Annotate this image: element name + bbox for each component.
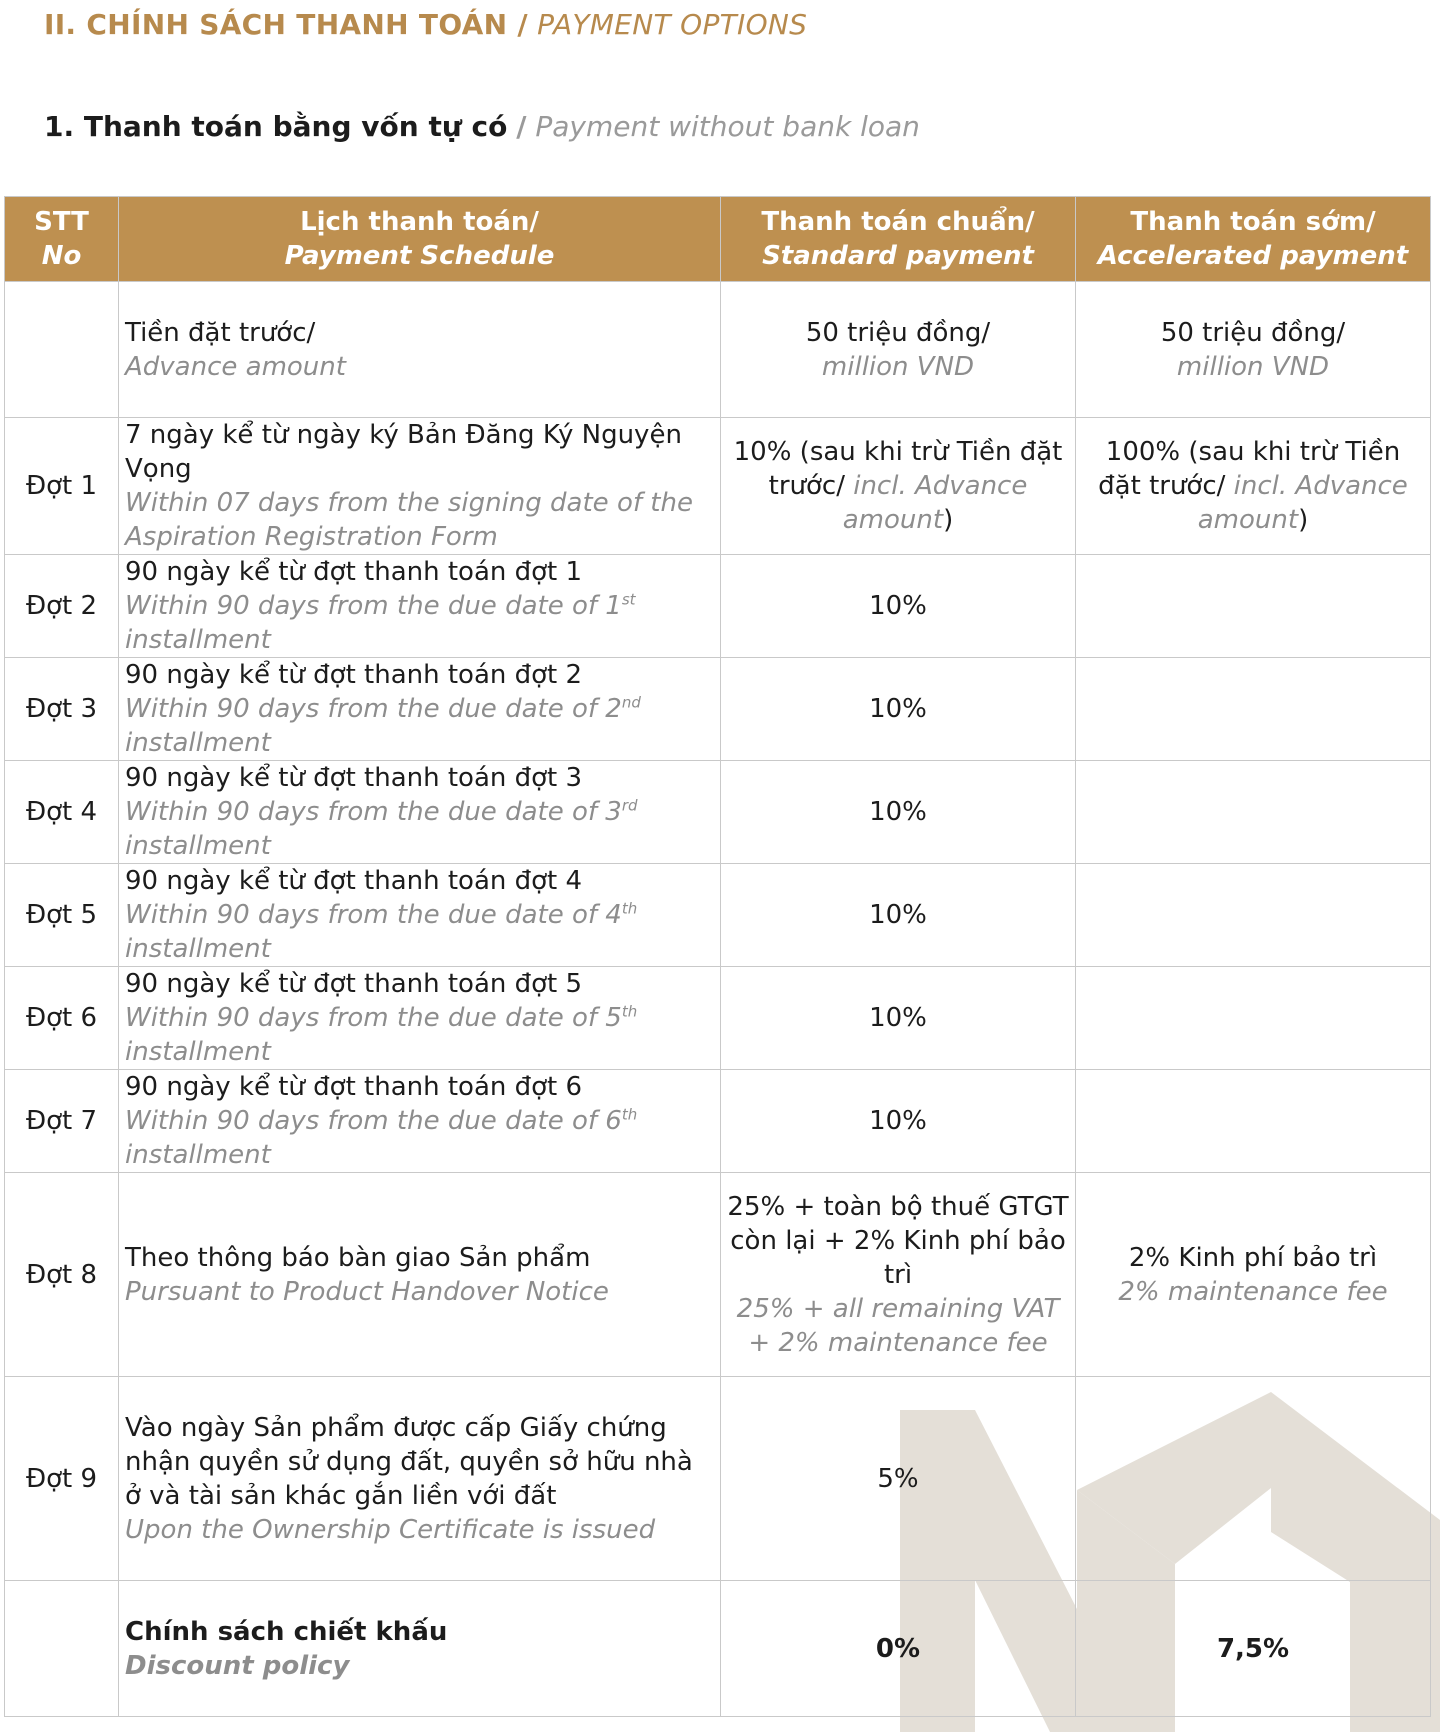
schedule-vi: 90 ngày kể từ đợt thanh toán đợt 5 — [125, 969, 583, 999]
row-accelerated — [1076, 418, 1431, 555]
schedule-en — [125, 1104, 714, 1172]
schedule-en: Discount policy — [125, 1650, 350, 1681]
accelerated-vi: 100% (sau khi trừ Tiền đặt trước/ — [1098, 437, 1401, 501]
row-standard: 0% — [721, 1581, 1076, 1717]
table-row-installment-9 — [5, 1377, 1431, 1581]
header-schedule — [119, 197, 721, 282]
table-row-installment-2 — [5, 555, 1431, 658]
accelerated-en: 2% maintenance fee — [1118, 1276, 1388, 1307]
row-accelerated — [1076, 555, 1431, 658]
schedule-en: Pursuant to Product Handover Notice — [125, 1276, 609, 1307]
header-no — [5, 197, 119, 282]
row-standard: 10% — [721, 1070, 1076, 1173]
row-schedule — [119, 282, 721, 418]
schedule-en-text: Within 90 days from the due date of 1 — [125, 591, 622, 621]
ordinal-suffix: th — [621, 899, 638, 918]
schedule-vi: 90 ngày kể từ đợt thanh toán đợt 1 — [125, 557, 583, 587]
header-standard — [721, 197, 1076, 282]
row-standard: 10% — [721, 658, 1076, 761]
subsection-title-en: Payment without bank loan — [535, 110, 920, 143]
standard-close: ) — [943, 505, 954, 535]
row-standard: 10% — [721, 864, 1076, 967]
row-accelerated — [1076, 1070, 1431, 1173]
row-schedule — [119, 1377, 721, 1581]
header-accelerated — [1076, 197, 1431, 282]
row-accelerated — [1076, 967, 1431, 1070]
table-row-installment-8 — [5, 1173, 1431, 1377]
schedule-vi: Tiền đặt trước/ — [125, 317, 316, 348]
row-schedule — [119, 555, 721, 658]
row-accelerated — [1076, 1173, 1431, 1377]
section-title-en: PAYMENT OPTIONS — [537, 8, 808, 41]
row-standard: 10% — [721, 555, 1076, 658]
schedule-en: Upon the Ownership Certificate is issued — [125, 1514, 656, 1545]
header-no-vi: STT — [34, 207, 89, 237]
table-row-installment-6 — [5, 967, 1431, 1070]
header-no-en: No — [41, 241, 82, 271]
schedule-en — [125, 1001, 714, 1069]
table-header-row — [5, 197, 1431, 282]
row-no: Đợt 1 — [5, 418, 119, 555]
row-no: Đợt 6 — [5, 967, 119, 1070]
standard-en: 25% + all remaining VAT + 2% maintenance fee — [736, 1293, 1060, 1358]
ordinal-suffix: nd — [621, 693, 641, 712]
row-no: Đợt 4 — [5, 761, 119, 864]
row-standard — [721, 282, 1076, 418]
ordinal-suffix: st — [621, 590, 636, 609]
header-standard-vi: Thanh toán chuẩn/ — [761, 207, 1035, 237]
accelerated-close: ) — [1298, 505, 1309, 535]
row-accelerated — [1076, 658, 1431, 761]
schedule-vi: Chính sách chiết khấu — [125, 1616, 448, 1647]
schedule-vi: Theo thông báo bàn giao Sản phẩm — [125, 1242, 591, 1273]
table-row-installment-7 — [5, 1070, 1431, 1173]
schedule-vi: 90 ngày kể từ đợt thanh toán đợt 3 — [125, 763, 583, 793]
schedule-en-tail: installment — [125, 831, 271, 861]
schedule-en-text: Within 90 days from the due date of 2 — [125, 694, 622, 724]
accelerated-vi: 50 triệu đồng/ — [1160, 317, 1346, 348]
row-no — [5, 1581, 119, 1717]
schedule-en: Within 07 days from the signing date of the Aspiration Registration Form — [125, 488, 693, 552]
table-row-discount — [5, 1581, 1431, 1717]
row-schedule — [119, 864, 721, 967]
table-row-installment-4 — [5, 761, 1431, 864]
schedule-en — [125, 795, 714, 863]
schedule-en-text: Within 90 days from the due date of 4 — [125, 900, 622, 930]
row-schedule — [119, 1581, 721, 1717]
subsection-separator: / — [516, 110, 527, 143]
standard-en: incl. Advance amount — [842, 471, 1028, 535]
table-row-installment-1 — [5, 418, 1431, 555]
row-accelerated — [1076, 282, 1431, 418]
row-schedule — [119, 658, 721, 761]
schedule-en-tail: installment — [125, 1037, 271, 1067]
row-standard — [721, 1173, 1076, 1377]
standard-en: million VND — [821, 351, 975, 382]
row-standard — [721, 418, 1076, 555]
schedule-en-tail: installment — [125, 625, 271, 655]
row-no: Đợt 2 — [5, 555, 119, 658]
header-schedule-en: Payment Schedule — [284, 241, 555, 271]
standard-vi: 10% (sau khi trừ Tiền đặt trước/ — [733, 437, 1063, 501]
row-accelerated — [1076, 864, 1431, 967]
ordinal-suffix: rd — [621, 796, 638, 815]
schedule-en — [125, 589, 714, 657]
schedule-en — [125, 692, 714, 760]
row-no: Đợt 5 — [5, 864, 119, 967]
accelerated-vi: 2% Kinh phí bảo trì — [1128, 1242, 1378, 1273]
row-standard: 5% — [721, 1377, 1076, 1581]
table-row-installment-3 — [5, 658, 1431, 761]
row-schedule — [119, 967, 721, 1070]
row-schedule — [119, 1070, 721, 1173]
ordinal-suffix: th — [621, 1105, 638, 1124]
row-no: Đợt 7 — [5, 1070, 119, 1173]
schedule-en-tail: installment — [125, 1140, 271, 1170]
row-standard: 10% — [721, 761, 1076, 864]
row-no: Đợt 3 — [5, 658, 119, 761]
payment-schedule-table — [4, 196, 1431, 1717]
row-no — [5, 282, 119, 418]
header-accelerated-en: Accelerated payment — [1097, 241, 1409, 271]
schedule-vi: 90 ngày kể từ đợt thanh toán đợt 4 — [125, 866, 583, 896]
row-standard: 10% — [721, 967, 1076, 1070]
schedule-vi: Vào ngày Sản phẩm được cấp Giấy chứng nhận quyền sử dụng đất, quyền sở hữu nhà ở và tài sản khác gắn liền với đất — [125, 1412, 693, 1511]
subsection-title — [44, 110, 920, 143]
accelerated-en: million VND — [1176, 351, 1330, 382]
header-standard-en: Standard payment — [762, 241, 1034, 271]
row-schedule — [119, 418, 721, 555]
row-no: Đợt 9 — [5, 1377, 119, 1581]
standard-vi: 50 triệu đồng/ — [805, 317, 991, 348]
subsection-title-vi: 1. Thanh toán bằng vốn tự có — [44, 110, 508, 143]
accelerated-en: incl. Advance amount — [1197, 471, 1408, 535]
section-title — [44, 8, 807, 41]
schedule-vi: 7 ngày kể từ ngày ký Bản Đăng Ký Nguyện Vọng — [125, 420, 682, 484]
row-schedule — [119, 761, 721, 864]
schedule-en-tail: installment — [125, 934, 271, 964]
header-accelerated-vi: Thanh toán sớm/ — [1130, 207, 1376, 237]
table-row-advance — [5, 282, 1431, 418]
row-schedule — [119, 1173, 721, 1377]
schedule-en-text: Within 90 days from the due date of 5 — [125, 1003, 622, 1033]
schedule-en-text: Within 90 days from the due date of 6 — [125, 1106, 622, 1136]
table-row-installment-5 — [5, 864, 1431, 967]
header-schedule-vi: Lịch thanh toán/ — [300, 207, 539, 237]
schedule-en-tail: installment — [125, 728, 271, 758]
section-title-vi: II. CHÍNH SÁCH THANH TOÁN / — [44, 8, 528, 41]
row-accelerated — [1076, 761, 1431, 864]
ordinal-suffix: th — [621, 1002, 638, 1021]
schedule-vi: 90 ngày kể từ đợt thanh toán đợt 2 — [125, 660, 583, 690]
schedule-en — [125, 898, 714, 966]
schedule-en: Advance amount — [125, 351, 346, 382]
row-accelerated — [1076, 1377, 1431, 1581]
standard-vi: 25% + toàn bộ thuế GTGT còn lại + 2% Kinh phí bảo trì — [727, 1191, 1069, 1290]
row-accelerated: 7,5% — [1076, 1581, 1431, 1717]
schedule-vi: 90 ngày kể từ đợt thanh toán đợt 6 — [125, 1072, 583, 1102]
row-no: Đợt 8 — [5, 1173, 119, 1377]
schedule-en-text: Within 90 days from the due date of 3 — [125, 797, 622, 827]
